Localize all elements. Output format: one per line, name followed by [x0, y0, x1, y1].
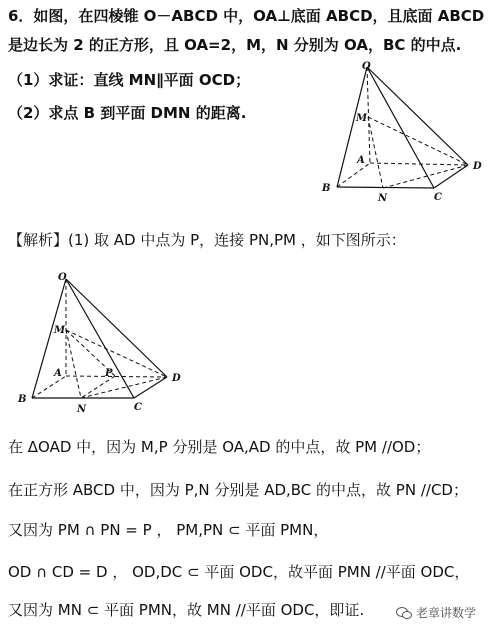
solution-line-5: 又因为 MN ⊂ 平面 PMN，故 MN //平面 ODC，即证.: [8, 601, 365, 619]
question-1: （1）求证：直线 MN∥平面 OCD；: [8, 71, 251, 89]
solution-line-1: 在 ΔOAD 中，因为 M,P 分别是 OA,AD 的中点，故 PM //OD；: [8, 438, 431, 456]
pyramid-figure-2: [10, 265, 200, 420]
label-C: C: [434, 192, 442, 203]
label-N: N: [378, 193, 388, 204]
label-D: D: [172, 373, 181, 384]
solution-intro: 【解析】(1) 取 AD 中点为 P，连接 PN,PM ，如下图所示：: [8, 231, 406, 249]
label-D: D: [473, 161, 482, 172]
question-2: （2）求点 B 到平面 DMN 的距离.: [8, 104, 247, 122]
solution-line-3: 又因为 PM ∩ PN = P ， PM,PN ⊂ 平面 PMN，: [8, 521, 329, 539]
solution-line-2: 在正方形 ABCD 中，因为 P,N 分别是 AD,BC 的中点，故 PN //CD；: [8, 481, 468, 499]
label-A: A: [54, 368, 62, 379]
watermark-text: 老章讲数学: [416, 606, 477, 620]
label-B: B: [322, 183, 331, 194]
problem-line-2: 是边长为 2 的正方形，且 OA=2，M，N 分别为 OA，BC 的中点.: [8, 36, 462, 54]
label-A: A: [357, 155, 365, 166]
label-M: M: [54, 325, 66, 336]
problem-line-1: 6．如图，在四棱锥 O－ABCD 中，OA⊥底面 ABCD，且底面 ABCD: [8, 7, 485, 25]
wechat-icon: [396, 606, 412, 620]
label-O: O: [362, 61, 371, 72]
label-N: N: [77, 404, 87, 415]
pyramid-figure-1: [310, 55, 490, 205]
label-M: M: [356, 113, 368, 124]
label-B: B: [18, 394, 27, 405]
label-O: O: [58, 272, 67, 283]
watermark: [396, 604, 476, 621]
label-P: P: [105, 368, 113, 379]
label-C: C: [134, 402, 142, 413]
solution-line-4: OD ∩ CD = D ， OD,DC ⊂ 平面 ODC，故平面 PMN //平面 ODC，: [8, 563, 470, 581]
